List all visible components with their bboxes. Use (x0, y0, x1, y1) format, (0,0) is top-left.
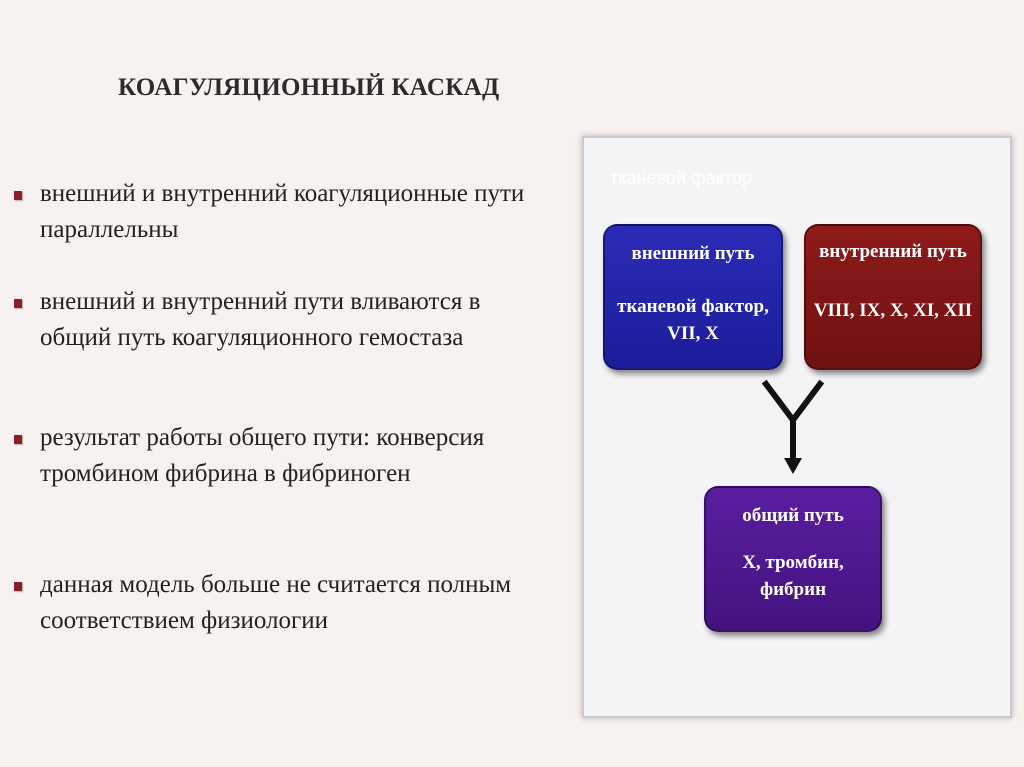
bullet-marker-icon (14, 299, 22, 308)
bullet-line: общий путь коагуляционного гемостаза (40, 324, 464, 351)
merge-arrow-icon (760, 378, 826, 478)
bullet-marker-icon (14, 582, 22, 591)
intrinsic-heading: внутренний путь (819, 241, 967, 262)
bullet-line: параллельны (40, 216, 179, 243)
bullet-line: результат работы общего пути: конверсия (40, 424, 485, 451)
bullet-item-3 (14, 420, 484, 492)
bullet-line: соответствием физиологии (40, 607, 329, 634)
bullet-text (40, 420, 484, 492)
bullet-item-1 (14, 176, 524, 248)
extrinsic-heading: внешний путь (631, 243, 755, 264)
bullet-line: внешний и внутренний коагуляционные пути (40, 180, 525, 207)
extrinsic-line-2: VII, X (667, 323, 719, 344)
common-line-1: X, тромбин, (742, 552, 844, 573)
intrinsic-pathway-box (804, 224, 982, 370)
bullet-line: данная модель больше не считается полным (40, 571, 512, 598)
extrinsic-pathway-box (603, 224, 783, 370)
bullet-text (40, 567, 511, 639)
bullet-text (40, 176, 524, 248)
extrinsic-line-1: тканевой фактор, (617, 296, 769, 317)
bullet-text (40, 284, 480, 356)
common-pathway-box (704, 486, 882, 632)
common-heading: общий путь (742, 505, 844, 526)
bullet-line: тромбином фибрина в фибриноген (40, 460, 411, 487)
faded-label: тканевой фактор (610, 168, 752, 188)
bullet-marker-icon (14, 191, 22, 200)
bullet-line: внешний и внутренний пути вливаются в (40, 288, 481, 315)
bullet-item-4 (14, 567, 511, 639)
bullet-marker-icon (14, 435, 22, 444)
bullet-item-2 (14, 284, 480, 356)
slide-title: КОАГУЛЯЦИОННЫЙ КАСКАД (118, 74, 500, 101)
common-line-2: фибрин (759, 579, 827, 600)
intrinsic-factors: VIII, IX, X, XI, XII (813, 300, 973, 321)
